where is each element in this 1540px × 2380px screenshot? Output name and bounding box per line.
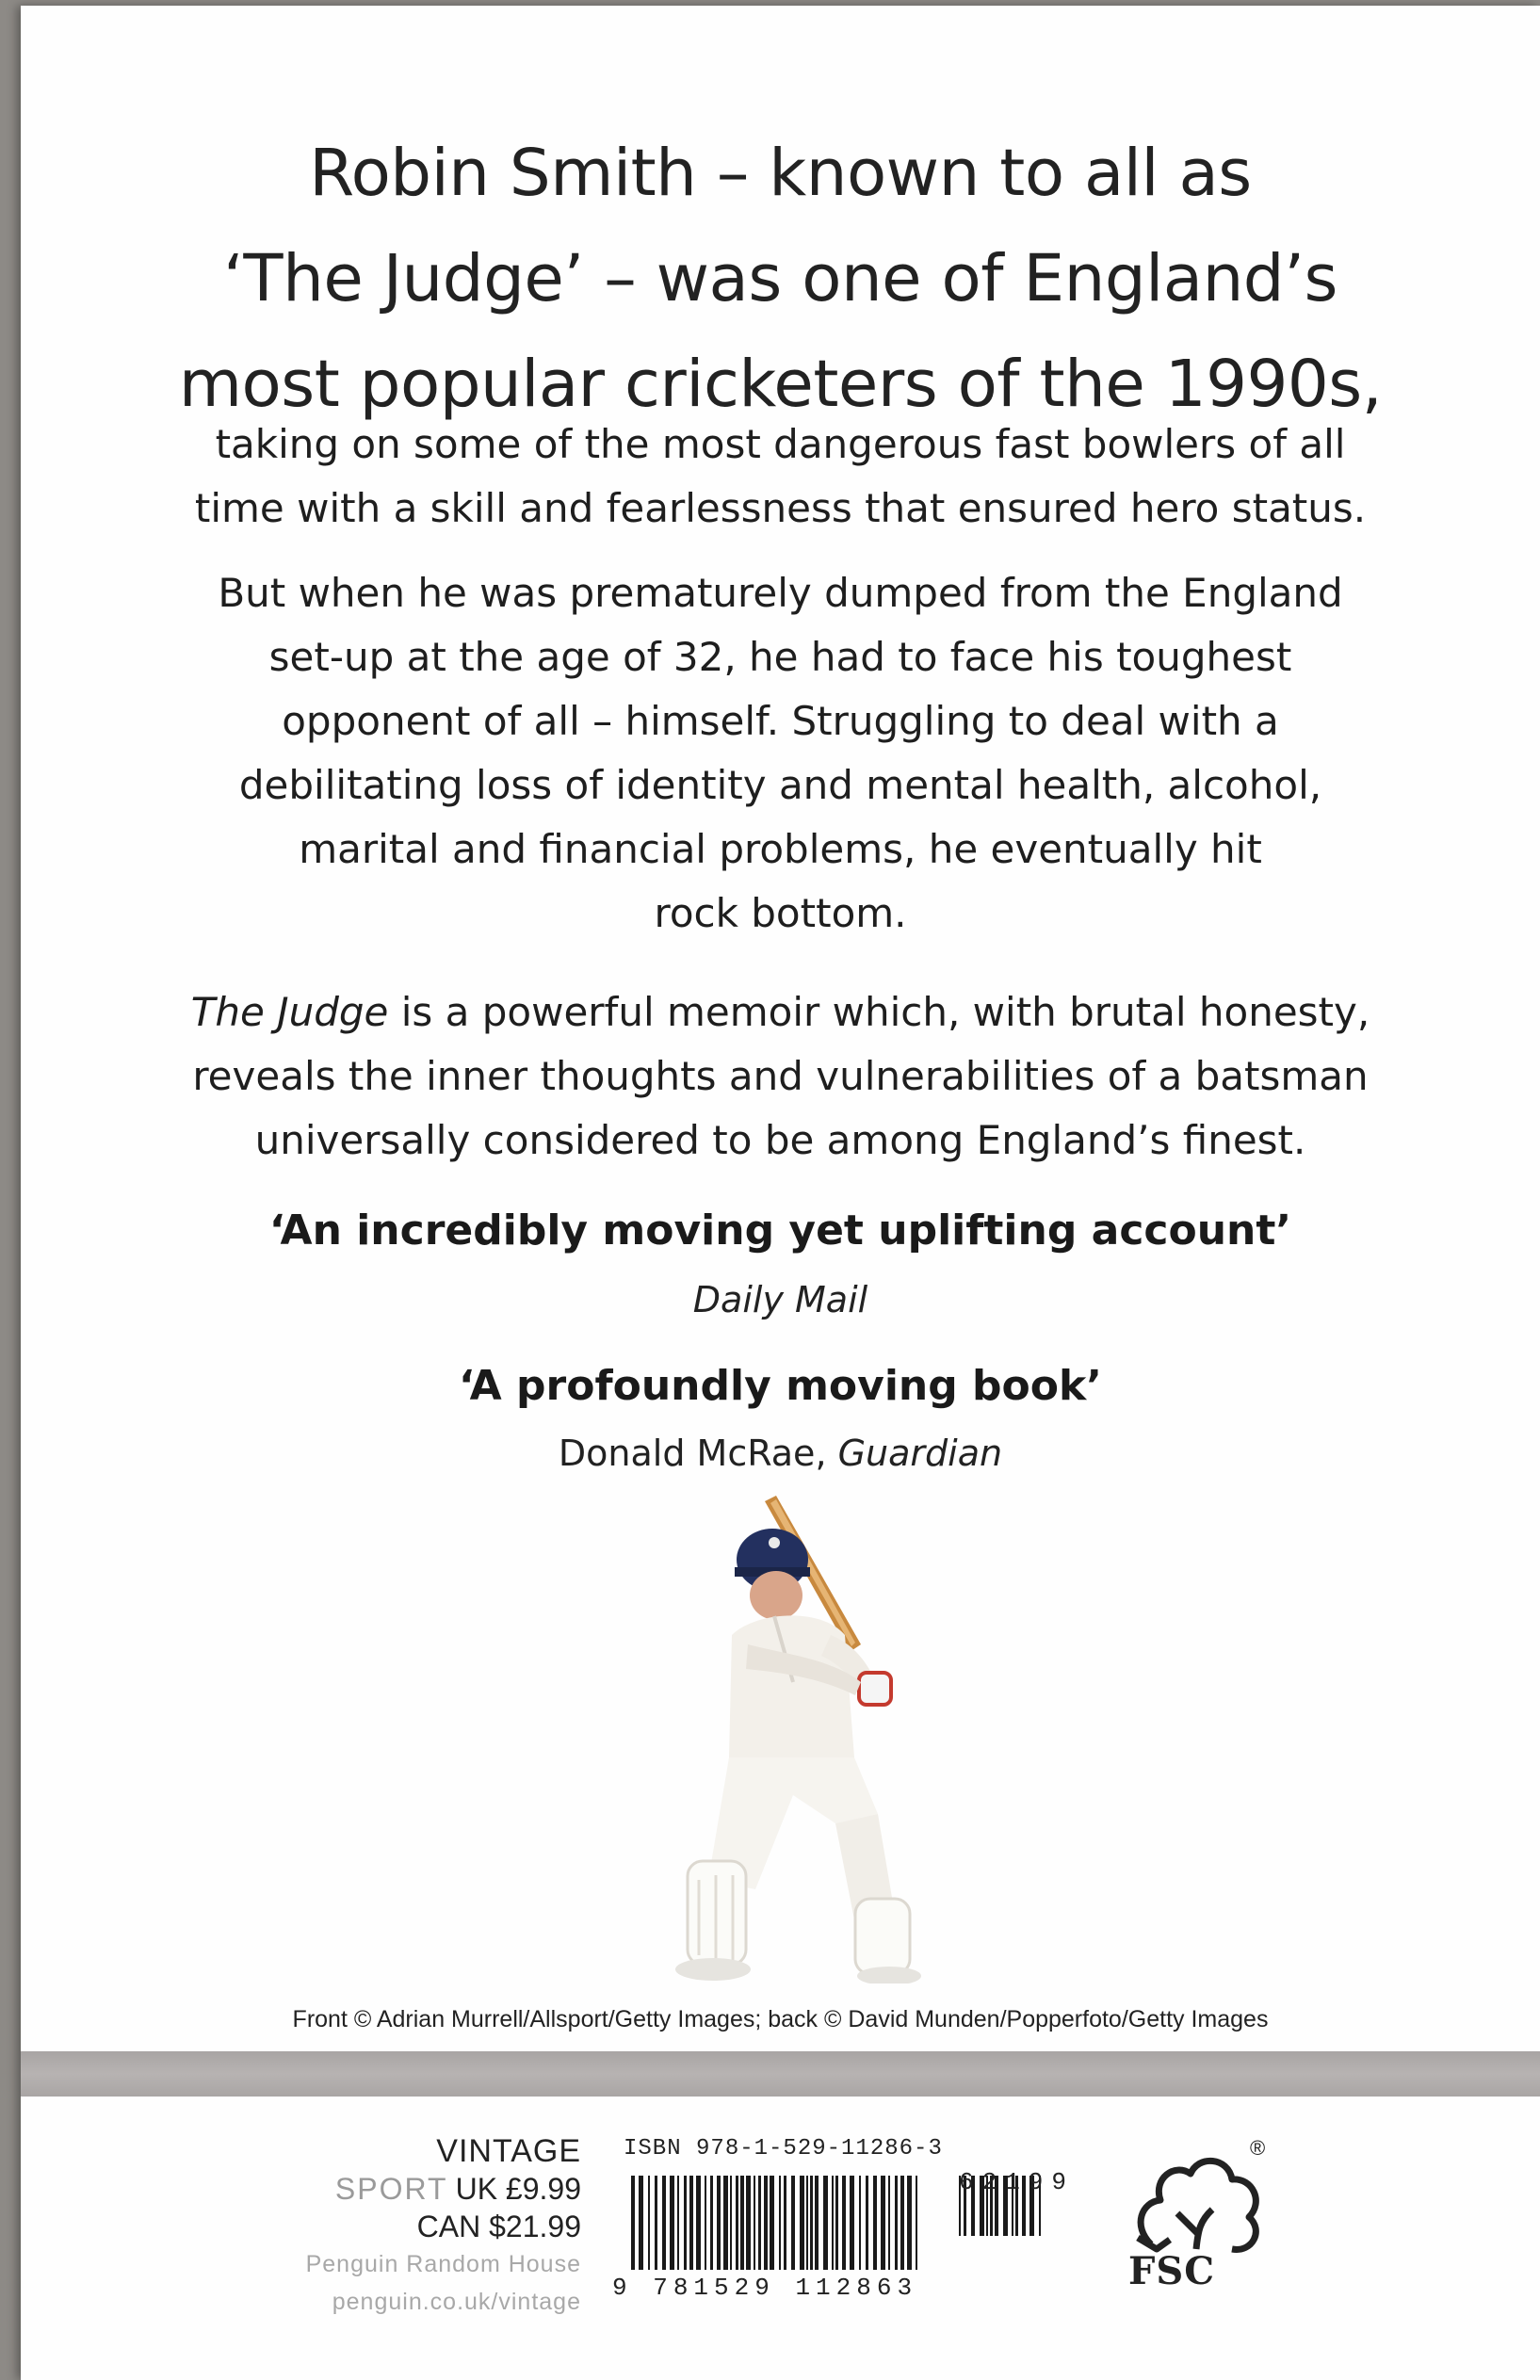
barcode-bar bbox=[835, 2176, 838, 2270]
barcode-bar bbox=[670, 2176, 674, 2270]
blurb-paragraph-1 bbox=[21, 413, 1540, 541]
registered-mark: ® bbox=[1250, 2136, 1266, 2160]
barcode-bar bbox=[832, 2176, 834, 2270]
barcode-bar bbox=[717, 2176, 721, 2270]
barcode-bar bbox=[815, 2176, 819, 2270]
barcode-bar bbox=[662, 2176, 666, 2270]
barcode-bar bbox=[873, 2176, 877, 2270]
blurb-line bbox=[21, 980, 1540, 1044]
barcode-bar bbox=[770, 2176, 774, 2270]
blurb-line: marital and financial problems, he eventually hit bbox=[299, 826, 1262, 872]
barcode-bar bbox=[784, 2176, 786, 2270]
review-quote-2: ‘A profoundly moving book’ bbox=[459, 1362, 1102, 1410]
price-uk: UK £9.99 bbox=[455, 2172, 581, 2206]
barcode-bar bbox=[779, 2176, 781, 2270]
imprint-block bbox=[306, 2132, 581, 2321]
blurb-line: opponent of all – himself. Struggling to deal with a bbox=[282, 698, 1279, 744]
blurb-line: But when he was prematurely dumped from the England bbox=[218, 570, 1343, 616]
headline-line-3: most popular cricketers of the 1990s, bbox=[178, 347, 1383, 422]
photo-credits: Front © Adrian Murrell/Allsport/Getty Images; back © David Munden/Popperfoto/Getty Images bbox=[292, 2006, 1269, 2032]
blurb-line: reveals the inner thoughts and vulnerabilities of a batsman bbox=[192, 1053, 1369, 1099]
barcode-bar bbox=[907, 2176, 912, 2270]
barcode-bar bbox=[730, 2176, 732, 2270]
barcode-bar bbox=[810, 2176, 813, 2270]
blurb-line: time with a skill and fearlessness that ensured hero status. bbox=[194, 485, 1367, 531]
barcode-bar bbox=[705, 2176, 706, 2270]
barcode-bar bbox=[677, 2176, 679, 2270]
barcode-bar bbox=[648, 2176, 650, 2270]
barcode-addon-digits: 62199 bbox=[959, 2168, 1076, 2196]
barcode-bar bbox=[866, 2176, 868, 2270]
barcode-bar bbox=[754, 2176, 755, 2270]
barcode-bar bbox=[842, 2176, 846, 2270]
barcode-bar bbox=[895, 2176, 898, 2270]
barcode-digits bbox=[612, 2274, 917, 2302]
barcode-bar bbox=[850, 2176, 854, 2270]
book-title: The Judge bbox=[190, 989, 389, 1035]
barcode-bar bbox=[888, 2176, 890, 2270]
isbn-label: ISBN 978-1-529-11286-3 bbox=[624, 2136, 943, 2161]
barcode-bar bbox=[859, 2176, 861, 2270]
publisher-group: Penguin Random House bbox=[305, 2251, 581, 2277]
publisher-name: VINTAGE bbox=[436, 2133, 581, 2169]
blurb-line: set-up at the age of 32, he had to face his toughest bbox=[268, 634, 1292, 680]
blurb-line: taking on some of the most dangerous fast bowlers of all bbox=[215, 421, 1346, 467]
barcode-leading-digit: 9 bbox=[612, 2274, 633, 2302]
barcode-bar bbox=[916, 2176, 917, 2270]
headline-line-2: ‘The Judge’ – was one of England’s bbox=[223, 241, 1337, 316]
price-can: CAN $21.99 bbox=[416, 2210, 581, 2243]
barcode-bar bbox=[689, 2176, 693, 2270]
review-source-1: Daily Mail bbox=[692, 1279, 868, 1320]
review-quote-1: ‘An incredibly moving yet uplifting account’ bbox=[268, 1206, 1292, 1255]
review-source-2 bbox=[21, 1433, 1540, 1474]
barcode-bar bbox=[900, 2176, 904, 2270]
review-author: Donald McRae, bbox=[558, 1433, 838, 1474]
barcode-bar bbox=[764, 2176, 768, 2270]
barcode-bar bbox=[758, 2176, 761, 2270]
barcode-bar bbox=[696, 2176, 701, 2270]
cricketer-photo bbox=[642, 1494, 981, 1983]
fsc-label: FSC bbox=[1128, 2249, 1216, 2293]
barcode-bar bbox=[746, 2176, 751, 2270]
barcode-bar bbox=[791, 2176, 795, 2270]
barcode-bar bbox=[710, 2176, 713, 2270]
barcode-bar bbox=[655, 2176, 657, 2270]
headline bbox=[21, 121, 1540, 437]
barcode-bar bbox=[740, 2176, 744, 2270]
blurb-paragraph-2 bbox=[21, 561, 1540, 946]
barcode-bar bbox=[823, 2176, 828, 2270]
price-uk-line bbox=[306, 2170, 581, 2208]
barcode-bar bbox=[723, 2176, 728, 2270]
blurb-line-rest: is a powerful memoir which, with brutal honesty, bbox=[388, 989, 1370, 1035]
barcode-bar bbox=[736, 2176, 738, 2270]
blurb-paragraph-3 bbox=[21, 980, 1540, 1173]
barcode-bar bbox=[684, 2176, 687, 2270]
barcode-bar bbox=[639, 2176, 643, 2270]
back-cover bbox=[21, 6, 1540, 2380]
barcode-group-2: 112863 bbox=[795, 2274, 918, 2302]
headline-line-1: Robin Smith – known to all as bbox=[309, 136, 1252, 211]
publisher-url: penguin.co.uk/vintage bbox=[332, 2289, 581, 2315]
blurb-line: universally considered to be among England’s finest. bbox=[254, 1117, 1306, 1163]
blurb-line: rock bottom. bbox=[654, 890, 907, 936]
blurb-line: debilitating loss of identity and mental health, alcohol, bbox=[238, 762, 1322, 808]
barcode-bar bbox=[881, 2176, 885, 2270]
barcode-bar bbox=[806, 2176, 808, 2270]
barcode-group-1: 781529 bbox=[653, 2274, 775, 2302]
review-publication: Guardian bbox=[837, 1433, 1003, 1474]
decorative-band bbox=[21, 2051, 1540, 2097]
category-label: SPORT bbox=[334, 2172, 448, 2206]
barcode-bar bbox=[631, 2176, 635, 2270]
barcode-bar bbox=[800, 2176, 804, 2270]
